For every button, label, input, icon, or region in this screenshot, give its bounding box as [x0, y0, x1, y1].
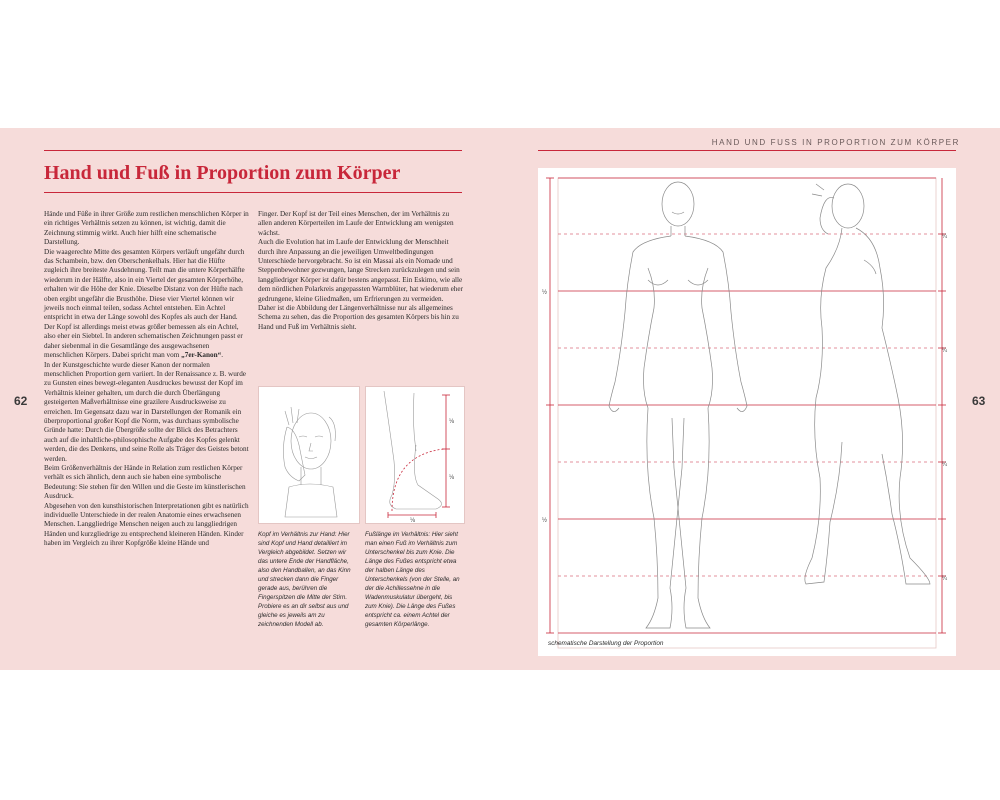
fraction-label: ¼ — [942, 348, 948, 354]
paragraph: Hände und Füße in ihrer Größe zum restlichen menschlichen Körper in ein richtiges Verhältnis setzen zu können, ist wichtig, damit die Zeichnung stimmig wirkt. Auch hier hilft eine schematische Darstellung. — [44, 210, 249, 247]
fraction-label: ½ — [542, 290, 548, 296]
paragraph: Abgesehen von den kunsthistorischen Interpretationen gibt es natürlich individuelle Unterschiede in der realen Anatomie eines erwachsenen Menschen. Langgliedrige Menschen neigen auch zu langgliedrigen Händen und kurzgliedrige zu entsprechend kleineren Händen. Kinder haben im Vergleich zu ihrer Kopfgröße kleine Hände und — [44, 501, 249, 548]
running-header: HAND UND FUSS IN PROPORTION ZUM KÖRPER — [711, 138, 960, 147]
paragraph-text: . — [221, 351, 223, 360]
text-column-1 — [44, 210, 250, 549]
fraction-label: ⅛ — [410, 518, 416, 523]
paragraph — [44, 323, 250, 361]
canon-term: „7er-Kanon“ — [181, 351, 222, 360]
head-hand-sketch — [259, 387, 359, 523]
foot-figure — [365, 386, 465, 524]
fraction-label: ¼ — [942, 462, 948, 468]
proportion-caption: schematische Darstellung der Proportion — [548, 640, 664, 647]
paragraph: In der Kunstgeschichte wurde dieser Kanon der normalen menschlichen Proportion gern variiert. In der Renaissance z. B. wurde zu Gunsten eines bewegt-eleganten Ausdruckes bewusst der Kopf im Verhältnis kleiner gehalten, um durch die durch Überlängung gesteigerten Maßverhältnisse eine grazilere Ausdrucksweise zu erreichen. Im Gegensatz dazu war in Darstellungen der Romanik ein überproportional großer Kopf die Norm, was durchaus symbolische Gründe hatte: Durch die Übergröße sollte der Blick des Betrachters auch auf die inhaltliche-philosophische Aufgabe des Kopfes gelenkt werden, die des Denkens, und seine Rolle als Träger des Geistes betont werden. — [44, 360, 249, 463]
fraction-label: ⅛ — [449, 475, 455, 481]
page-title: Hand und Fuß in Proportion zum Körper — [44, 162, 401, 184]
paragraph: Auch die Evolution hat im Laufe der Entwicklung der Menschheit durch ihre Anpassung an die jeweiligen Umweltbedingungen Unterschiede hervorgebracht. So ist ein Massai als ein Nomade und Steppenbewohner gezwungen, lange Strecken zurückzulegen und sein langgliedriger Körper ist dafür bestens angepasst. Ein Eskimo, wie alle dem nördlichen Polarkreis angepassten Warmblüter, hat wiederum eher gedrungene, kleine Gliedmaßen, um Erfrierungen zu vermeiden. — [258, 238, 463, 303]
book-spread — [0, 128, 1000, 670]
head-hand-caption: Kopf im Verhältnis zur Hand: Hier sind Kopf und Hand detailliert im Vergleich abgebildet. Setzen wir das untere Ende der Handfläche, also den Handballen, an das Kinn und strecken dann die Finger gerade aus, berühren die Fingerspitzen die Mitte der Stirn. Probiere es an dir selbst aus und gleiche es jeweils am zu zeichnenden Modell ab. — [258, 531, 351, 628]
paragraph-text: Der Kopf ist allerdings meist etwas größer bemessen als ein Achtel, also eher ein Siebtel. In anderen schematischen Zeichnungen passt er daher siebenmal in die Gesamtlänge des ausgewachsenen menschlichen Körpers. Dabei spricht man vom — [44, 322, 243, 360]
right-page-number: 63 — [972, 394, 986, 408]
right-measure — [938, 178, 946, 633]
side-figure-sketch — [805, 184, 930, 584]
title-rule — [44, 192, 462, 193]
foot-caption: Fußlänge im Verhältnis: Hier sieht man einen Fuß im Verhältnis zum Unterschenkel bis zum Knie. Die Länge des Fußes entspricht etwa der halben Länge des Unterschenkels (von der Stelle, an der die Achillessehne in die Wadenmuskulatur übergeht, bis zum Knie). Die Länge des Fußes entspricht ca. einem Achtel der gesamten Körperlänge. — [365, 531, 460, 628]
text-column-2 — [258, 210, 464, 332]
left-measure — [546, 178, 554, 633]
paragraph: Die waagerechte Mitte des gesamten Körpers verläuft ungefähr durch das Schambein, bzw. den Oberschenkelhals. Hier hat die Hüfte zugleich ihre breiteste Ausdehnung. Teilt man die untere Körperhälfte wiederum in der Hälfte, also in ein Viertel der gesamten Körperhöhe, erhalten wir die Höhe der Knie. Dieselbe Distanz von der Hüfte nach oben ergibt ungefähr die Brusthöhe. Diese vier Viertel können wir jeweils noch einmal teilen, sodass Achtel entstehen. Ein Achtel entspricht in etwa der Länge sowohl des Kopfes als auch der Hand. — [44, 247, 245, 322]
fraction-label: ⅛ — [449, 419, 455, 425]
foot-sketch — [366, 387, 464, 523]
fraction-label: ½ — [542, 518, 548, 524]
proportion-figure — [538, 168, 956, 656]
paragraph: Finger. Der Kopf ist der Teil eines Menschen, der im Verhältnis zu allen anderen Körperteilen im Laufe der Entwicklung am wenigsten wächst. — [258, 210, 454, 237]
left-header-rule — [44, 150, 462, 151]
paragraph: Daher ist die Abbildung der Längenverhältnisse nur als allgemeines Schema zu sehen, das die Proportion des gesamten Körpers bis hin zu Hand und Fuß im Verhältnis sieht. — [258, 304, 459, 331]
left-page-number: 62 — [14, 394, 28, 408]
fraction-label: ¼ — [942, 576, 948, 582]
head-hand-figure — [258, 386, 360, 524]
right-header-rule — [538, 150, 956, 151]
proportion-chart — [538, 168, 956, 656]
fraction-label: ¼ — [942, 234, 948, 240]
paragraph: Beim Größenverhältnis der Hände in Relation zum restlichen Körper verhält es sich ähnlich, denn auch sie haben eine symbolische Bedeutung: Sie stehen für den Willen und die Geste im künstlerischen Ausdruck. — [44, 463, 246, 501]
